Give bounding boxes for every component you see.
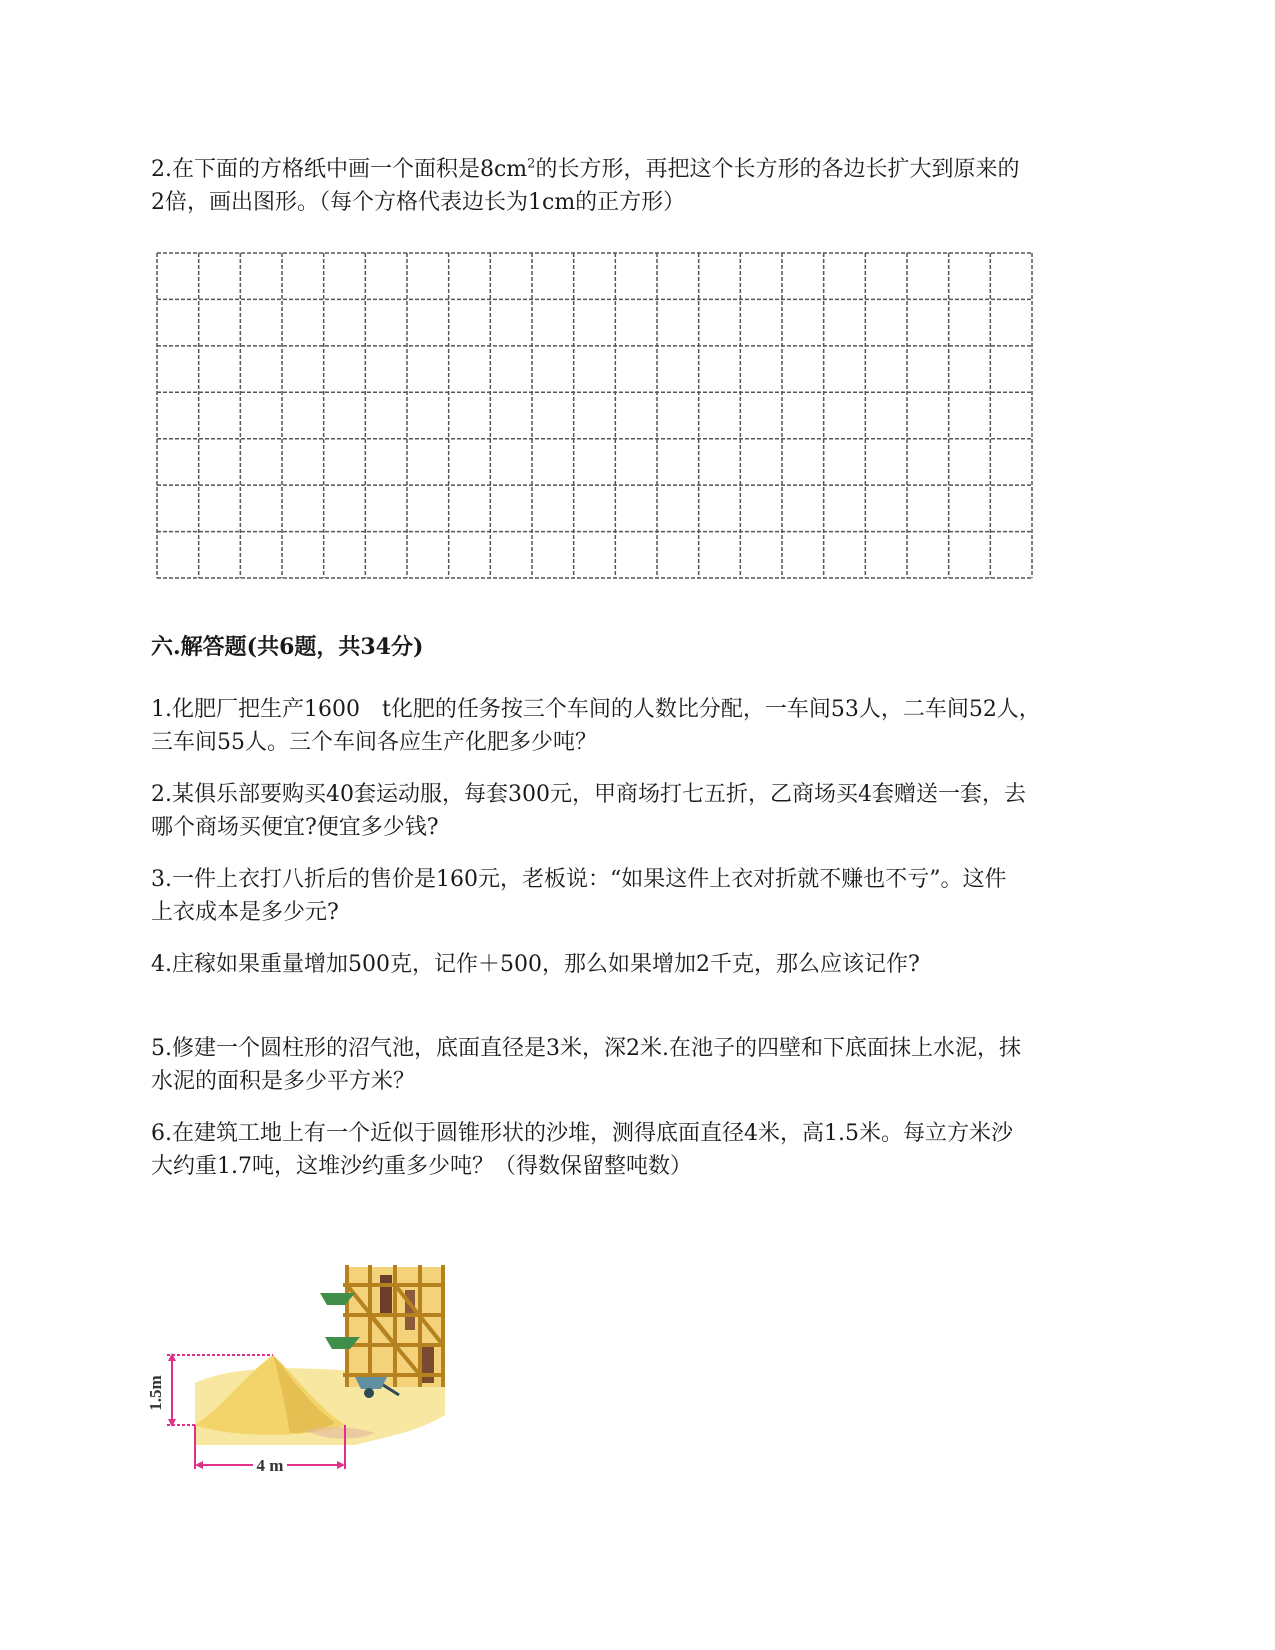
- q6-2: [151, 778, 1136, 844]
- section6-heading: 六.解答题(共6题，共34分): [151, 634, 424, 660]
- q6-3: [151, 863, 1136, 929]
- graph-paper-grid: [155, 251, 1035, 581]
- q5-2-superscript: 2: [527, 156, 536, 172]
- q6-6: [151, 1117, 1136, 1183]
- q6-3-line1: 3.一件上衣打八折后的售价是160元，老板说：“如果这件上衣对折就不赚也不亏”。这件: [151, 867, 1007, 892]
- q6-5: [151, 1032, 1136, 1098]
- q6-1-line2: 三车间55人。三个车间各应生产化肥多少吨？: [151, 730, 597, 755]
- diameter-label: 4 m: [256, 1456, 284, 1475]
- q6-5-line2: 水泥的面积是多少平方米？: [151, 1069, 416, 1094]
- q6-6-line2: 大约重1.7吨，这堆沙约重多少吨？（得数保留整吨数）: [151, 1154, 692, 1179]
- q6-2-line1: 2.某俱乐部要购买40套运动服，每套300元，甲商场打七五折，乙商场买4套赠送一套，去: [151, 782, 1026, 807]
- q6-3-line2: 上衣成本是多少元?: [151, 900, 339, 925]
- q6-1-line1: 1.化肥厂把生产1600 t化肥的任务按三个车间的人数比分配，一车间53人，二车间52人，: [151, 697, 1041, 722]
- q5-2-line1-b: 的长方形，再把这个长方形的各边长扩大到原来的: [535, 157, 1020, 182]
- q6-1: [151, 693, 1136, 759]
- q5-2-line1-a: 2.在下面的方格纸中画一个面积是8cm: [151, 157, 528, 182]
- scaffold-building: [320, 1265, 445, 1387]
- q6-4-line1: 4.庄稼如果重量增加500克，记作＋500，那么如果增加2千克，那么应该记作?: [151, 952, 920, 977]
- q6-4: [151, 948, 1136, 981]
- sand-pile-illustration: [146, 1265, 455, 1485]
- q6-2-line2: 哪个商场买便宜?便宜多少钱?: [151, 815, 439, 840]
- q6-6-line1: 6.在建筑工地上有一个近似于圆锥形状的沙堆，测得底面直径4米，高1.5米。每立方米沙: [151, 1121, 1013, 1146]
- height-label: 1.5m: [146, 1375, 165, 1411]
- q6-5-line1: 5.修建一个圆柱形的沼气池，底面直径是3米，深2米.在池子的四壁和下底面抹上水泥，抹: [151, 1036, 1021, 1061]
- q5-2-line2: 2倍，画出图形。（每个方格代表边长为1cm的正方形）: [151, 190, 686, 215]
- q5-2-text: [151, 153, 1136, 219]
